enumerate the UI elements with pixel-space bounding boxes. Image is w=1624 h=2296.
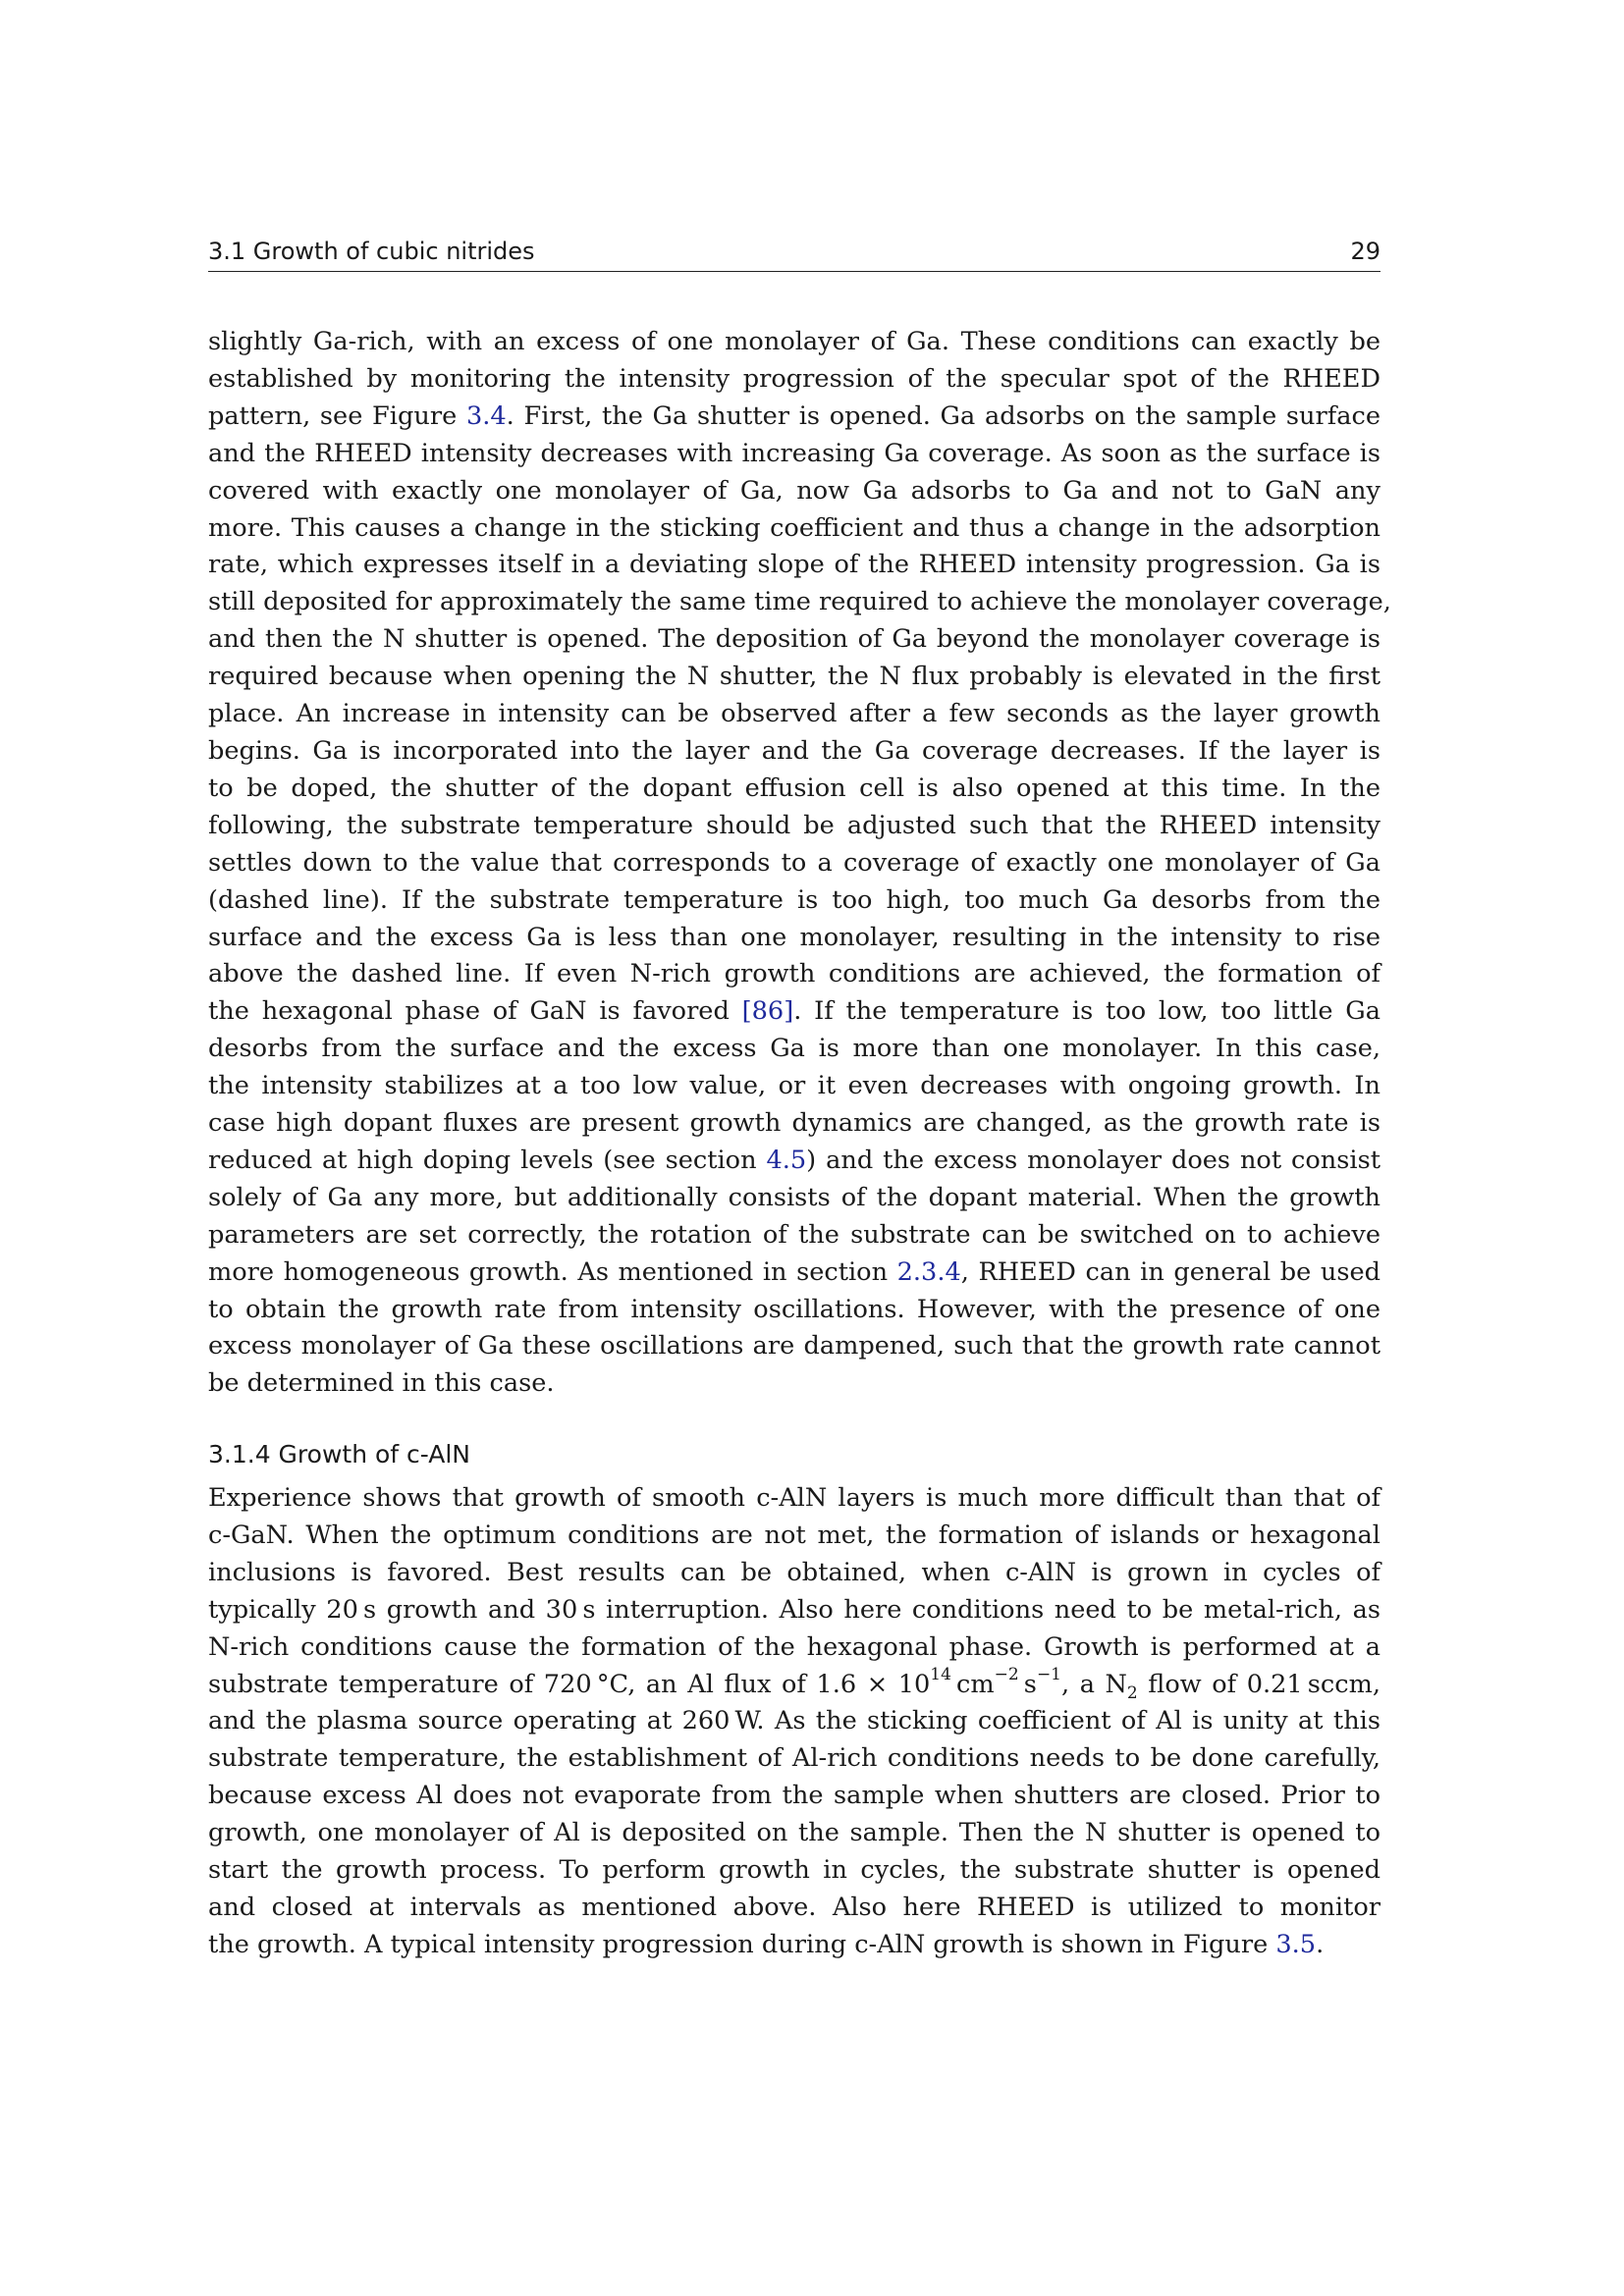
text-line: typically 20 s growth and 30 s interruption. Also here conditions need to be metal-rich, as — [208, 1594, 1380, 1625]
text-line: established by monitoring the intensity progression of the specular spot of the RHEED — [208, 363, 1380, 394]
text-line: desorbs from the surface and the excess Ga is more than one monolayer. In this case, — [208, 1034, 1380, 1064]
text-line: parameters are set correctly, the rotation of the substrate can be switched on to achieve — [208, 1219, 1380, 1250]
running-header-section-title: 3.1 Growth of cubic nitrides — [208, 238, 535, 265]
text-line: and the RHEED intensity decreases with increasing Ga coverage. As soon as the surface is — [208, 438, 1380, 468]
subscript: 2 — [1126, 1682, 1138, 1703]
text-line: substrate temperature of 720 °C, an Al flux of $1.6 \times 10^{14}$ $cm^{-2}$ $s^{-1}$, a $N_2$ flow of 0.21 sccm, — [208, 1665, 1381, 1703]
text-line: to obtain the growth rate from intensity oscillations. However, with the presence of one — [208, 1294, 1380, 1324]
superscript: −2 — [994, 1665, 1019, 1684]
text-line: covered with exactly one monolayer of Ga, now Ga adsorbs to Ga and not to GaN any — [208, 475, 1380, 506]
text-line: inclusions is favored. Best results can be obtained, when c-AlN is grown in cycles of — [208, 1557, 1380, 1587]
running-header — [208, 236, 1380, 272]
text-line: begins. Ga is incorporated into the layer and the Ga coverage decreases. If the layer is — [208, 735, 1380, 766]
text-line: rate, which expresses itself in a deviating slope of the RHEED intensity progression. Ga is — [208, 550, 1380, 580]
superscript: 14 — [930, 1665, 951, 1684]
text-line: settles down to the value that corresponds to a coverage of exactly one monolayer of Ga — [208, 847, 1380, 878]
text-line: excess monolayer of Ga these oscillations are dampened, such that the growth rate cannot — [208, 1331, 1380, 1362]
text-line: and then the N shutter is opened. The deposition of Ga beyond the monolayer coverage is — [208, 624, 1380, 655]
text-line: be determined in this case. — [208, 1368, 555, 1399]
text-line: required because when opening the N shutter, the N flux probably is elevated in the first — [208, 662, 1380, 692]
text-line: because excess Al does not evaporate from the sample when shutters are closed. Prior to — [208, 1781, 1380, 1811]
text-line: Experience shows that growth of smooth c-AlN layers is much more difficult than that of — [208, 1483, 1380, 1513]
text-line: solely of Ga any more, but additionally consists of the dopant material. When the growth — [208, 1182, 1380, 1212]
text-line: substrate temperature, the establishment of Al-rich conditions needs to be done carefully, — [208, 1743, 1380, 1774]
text-line: pattern, see Figure 3.4. First, the Ga shutter is opened. Ga adsorbs on the sample surface — [208, 400, 1380, 431]
text-line: still deposited for approximately the same time required to achieve the monolayer coverage, — [208, 587, 1391, 617]
cross-reference-link[interactable]: 3.4 — [465, 400, 507, 431]
superscript: −1 — [1036, 1665, 1061, 1684]
text-line: and closed at intervals as mentioned above. Also here RHEED is utilized to monitor — [208, 1892, 1380, 1922]
text-line: and the plasma source operating at 260 W. As the sticking coefficient of Al is unity at this — [208, 1706, 1380, 1736]
body-paragraph-1 — [208, 324, 1391, 1403]
page-number: 29 — [1350, 238, 1380, 265]
text-line: surface and the excess Ga is less than one monolayer, resulting in the intensity to rise — [208, 922, 1380, 952]
text-line: the hexagonal phase of GaN is favored [86]. If the temperature is too low, too little Ga — [208, 996, 1380, 1027]
cross-reference-link[interactable]: 4.5 — [766, 1145, 807, 1175]
body-paragraph-2 — [208, 1480, 1380, 1964]
text-line: more. This causes a change in the sticking coefficient and thus a change in the adsorption — [208, 512, 1380, 543]
text-line: the growth. A typical intensity progression during c-AlN growth is shown in Figure 3.5. — [208, 1929, 1325, 1959]
text-line: N-rich conditions cause the formation of the hexagonal phase. Growth is performed at a — [208, 1631, 1380, 1662]
text-line: slightly Ga-rich, with an excess of one monolayer of Ga. These conditions can exactly be — [208, 327, 1380, 356]
text-line: more homogeneous growth. As mentioned in section 2.3.4, RHEED can in general be used — [208, 1256, 1381, 1287]
cross-reference-link[interactable]: 2.3.4 — [896, 1256, 961, 1287]
text-line: c-GaN. When the optimum conditions are not met, the formation of islands or hexagonal — [208, 1520, 1380, 1550]
text-line: growth, one monolayer of Al is deposited on the sample. Then the N shutter is opened to — [208, 1818, 1380, 1848]
text-line: following, the substrate temperature should be adjusted such that the RHEED intensity — [208, 810, 1380, 840]
text-line: start the growth process. To perform growth in cycles, the substrate shutter is opened — [208, 1855, 1380, 1886]
text-line: above the dashed line. If even N-rich growth conditions are achieved, the formation of — [208, 959, 1380, 989]
subsection-heading: 3.1.4 Growth of c-AlN — [208, 1440, 471, 1468]
text-line: case high dopant fluxes are present growth dynamics are changed, as the growth rate is — [208, 1108, 1380, 1139]
text-line: (dashed line). If the substrate temperature is too high, too much Ga desorbs from the — [208, 884, 1380, 915]
cross-reference-link[interactable]: [86] — [741, 996, 794, 1027]
text-line: reduced at high doping levels (see section 4.5) and the excess monolayer does not consist — [208, 1145, 1380, 1175]
text-line: the intensity stabilizes at a too low value, or it even decreases with ongoing growth. In — [208, 1071, 1380, 1101]
text-line: place. An increase in intensity can be observed after a few seconds as the layer growth — [208, 699, 1380, 729]
cross-reference-link[interactable]: 3.5 — [1275, 1929, 1317, 1959]
text-line: to be doped, the shutter of the dopant effusion cell is also opened at this time. In the — [208, 773, 1380, 803]
